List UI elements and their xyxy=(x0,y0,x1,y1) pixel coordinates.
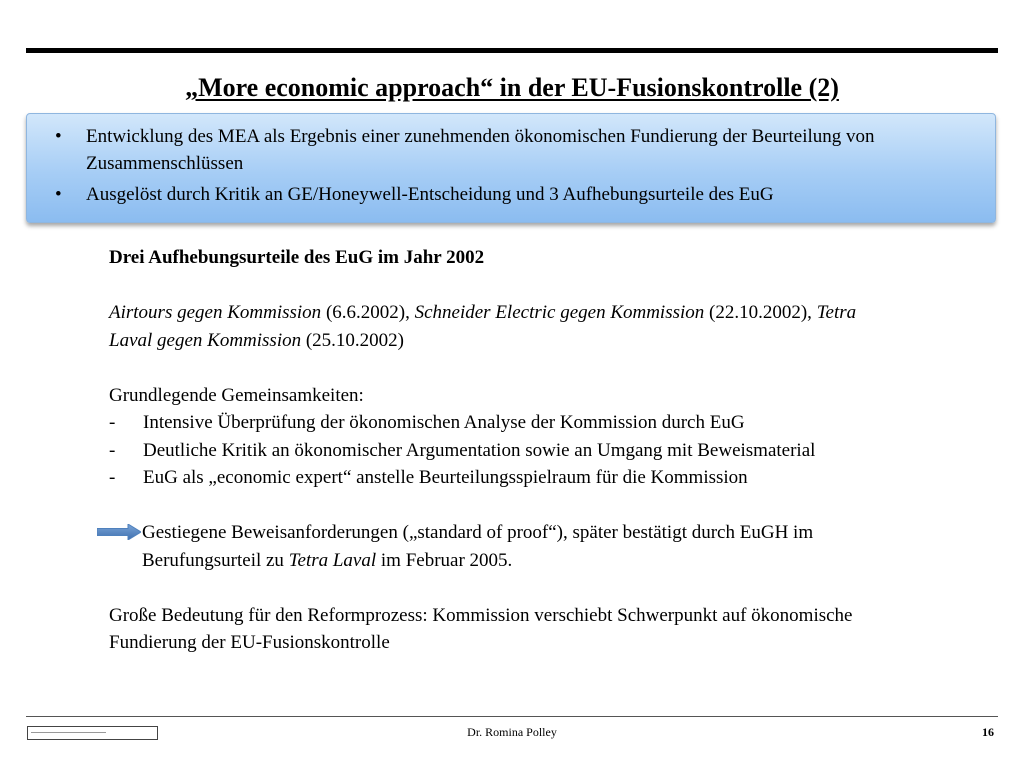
case-name: Schneider Electric gegen Kommission xyxy=(414,302,705,323)
bullet-icon: • xyxy=(55,184,62,205)
page-number: 16 xyxy=(982,725,994,739)
bullet-item xyxy=(27,181,991,208)
significance-text: Große Bedeutung für den Reformprozess: Kommission verschiebt Schwerpunkt auf ökonomische Fundierung der EU-Fusionskontrolle xyxy=(109,604,853,653)
conclusion-text-end: im Februar 2005. xyxy=(376,549,513,571)
bullet-icon: • xyxy=(55,126,62,147)
bullet-list xyxy=(27,123,991,212)
case-date: (25.10.2002) xyxy=(301,329,405,351)
case-date: (6.6.2002), xyxy=(321,302,415,323)
slide-title: „More economic approach“ in der EU-Fusionskontrolle (2) xyxy=(185,73,839,102)
case-list xyxy=(109,299,899,354)
conclusion xyxy=(109,519,899,574)
commonalities-label: Grundlegende Gemeinsamkeiten: xyxy=(109,384,364,406)
footer-rule xyxy=(26,716,998,717)
bullet-item xyxy=(27,123,991,177)
top-rule xyxy=(26,48,998,53)
dash-marker: - xyxy=(109,412,116,433)
commonality-text: Intensive Überprüfung der ökonomischen Analyse der Kommission durch EuG xyxy=(143,412,745,433)
case-name: Tetra Laval gegen Kommission xyxy=(109,302,857,351)
commonality-item xyxy=(109,409,899,437)
bullet-text: Entwicklung des MEA als Ergebnis einer zunehmenden ökonomischen Fundierung der Beurteilung von Zusammenschlüssen xyxy=(86,126,875,174)
right-arrow-icon xyxy=(97,524,141,540)
conclusion-text: Gestiegene Beweisanforderungen („standard of proof“), später bestätigt durch EuGH im Berufungsurteil zu xyxy=(142,522,814,571)
commonality-text: EuG als „economic expert“ anstelle Beurteilungsspielraum für die Kommission xyxy=(143,467,748,488)
dash-marker: - xyxy=(109,467,116,488)
commonality-item xyxy=(109,464,899,492)
case-name: Tetra Laval xyxy=(288,549,377,571)
case-name: Airtours gegen Kommission xyxy=(109,302,322,323)
commonality-item xyxy=(109,437,899,465)
commonality-text: Deutliche Kritik an ökonomischer Argumentation sowie an Umgang mit Beweismaterial xyxy=(143,439,816,461)
dash-marker: - xyxy=(109,439,116,461)
bullet-text: Ausgelöst durch Kritik an GE/Honeywell-Entscheidung und 3 Aufhebungsurteile des EuG xyxy=(86,184,774,205)
case-date: (22.10.2002), xyxy=(704,302,817,323)
body-block xyxy=(109,244,899,657)
bullet-box xyxy=(26,113,996,223)
footer-author: Dr. Romina Polley xyxy=(467,725,557,739)
section-heading: Drei Aufhebungsurteile des EuG im Jahr 2002 xyxy=(109,247,485,268)
